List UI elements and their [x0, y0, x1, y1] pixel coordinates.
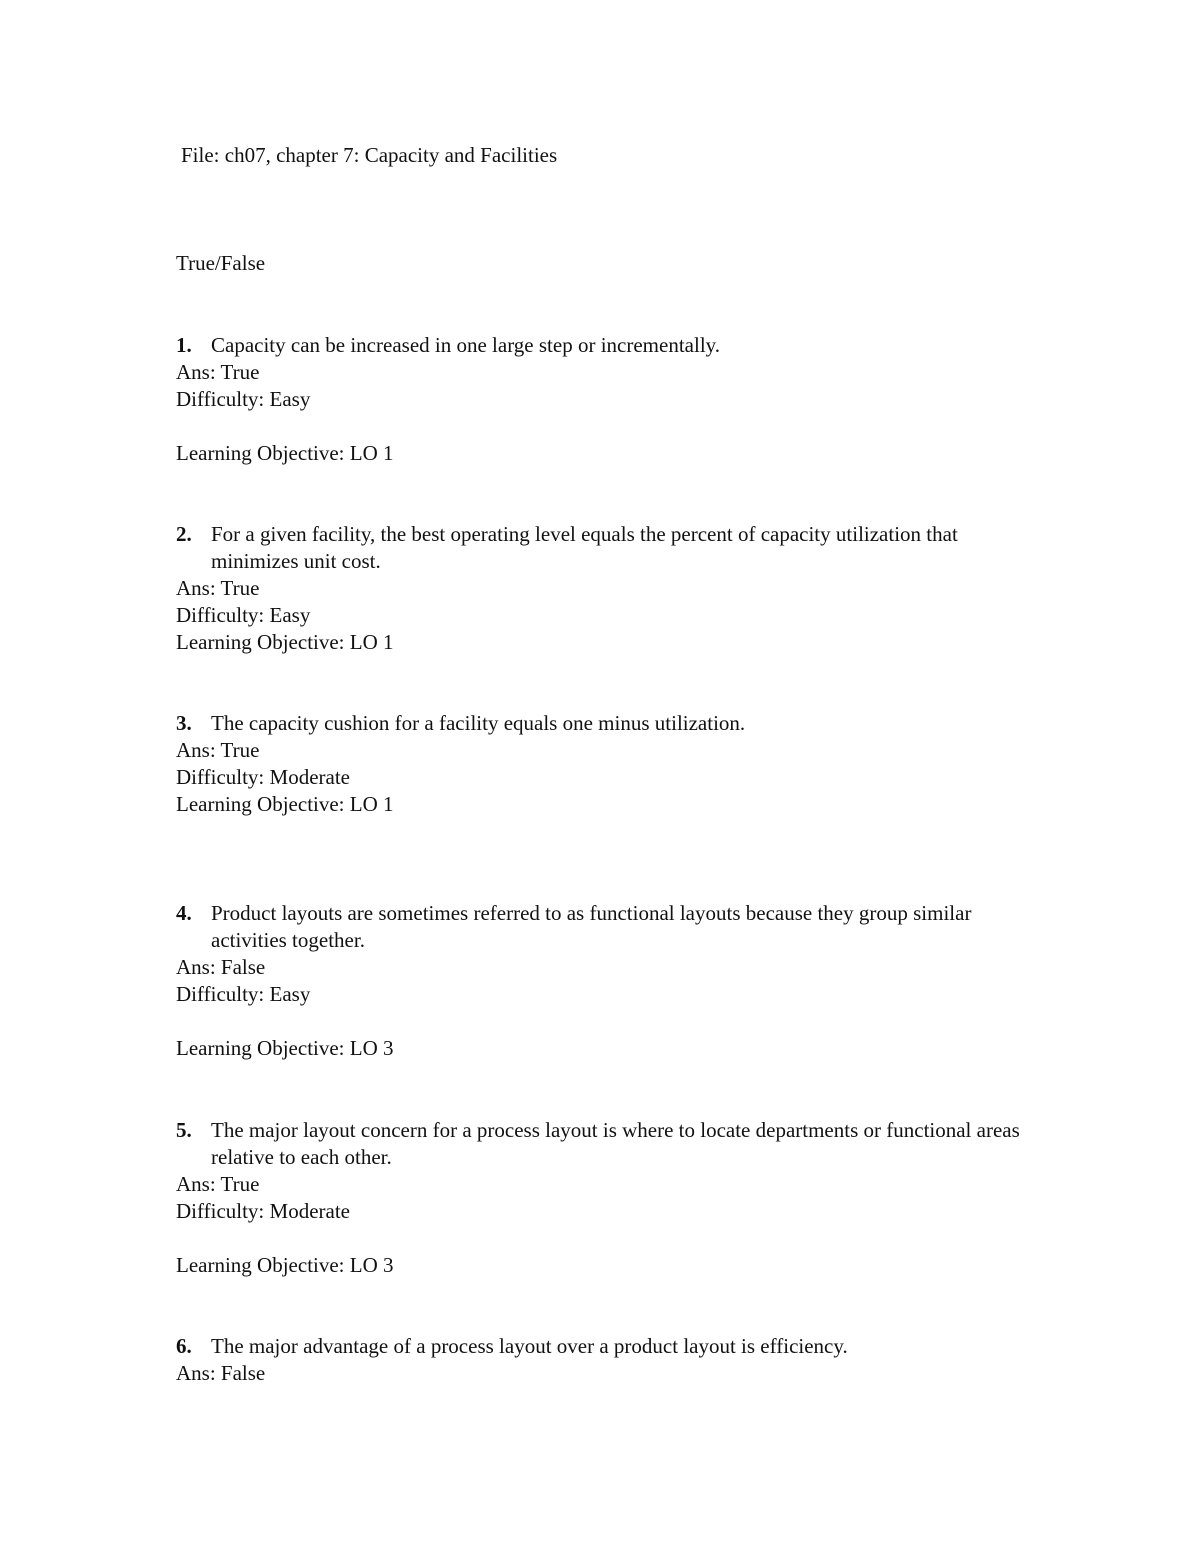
- question-line: [176, 710, 1036, 737]
- learning-objective: Learning Objective: LO 1: [176, 792, 394, 816]
- answer: Ans: True: [176, 1172, 260, 1196]
- question-text: Capacity can be increased in one large step or incrementally.: [211, 333, 721, 357]
- question-5: [176, 1117, 1036, 1279]
- question-text: The capacity cushion for a facility equals one minus utilization.: [211, 711, 746, 735]
- question-number: 1.: [176, 333, 192, 357]
- question-text: The major layout concern for a process layout is where to locate departments or functional areas relative to each other.: [211, 1118, 1020, 1169]
- difficulty: Difficulty: Easy: [176, 982, 311, 1006]
- difficulty: Difficulty: Moderate: [176, 1199, 350, 1223]
- question-line: [176, 1333, 1036, 1360]
- answer: Ans: True: [176, 576, 260, 600]
- question-text: For a given facility, the best operating level equals the percent of capacity utilization that minimizes unit cost.: [211, 522, 958, 573]
- question-line: [176, 332, 1036, 359]
- learning-objective: Learning Objective: LO 1: [176, 441, 394, 465]
- question-number: 5.: [176, 1118, 192, 1142]
- question-number: 3.: [176, 711, 192, 735]
- question-3: [176, 710, 1036, 818]
- learning-objective: Learning Objective: LO 1: [176, 630, 394, 654]
- file-header: File: ch07, chapter 7: Capacity and Facilities: [181, 143, 558, 167]
- question-line: [176, 1117, 1036, 1171]
- question-number: 2.: [176, 522, 192, 546]
- learning-objective: Learning Objective: LO 3: [176, 1253, 394, 1277]
- difficulty: Difficulty: Moderate: [176, 765, 350, 789]
- difficulty: Difficulty: Easy: [176, 603, 311, 627]
- question-number: 4.: [176, 901, 192, 925]
- answer: Ans: True: [176, 738, 260, 762]
- question-2: [176, 521, 1036, 656]
- question-line: [176, 900, 1036, 954]
- answer: Ans: False: [176, 1361, 266, 1385]
- question-4: [176, 900, 1036, 1062]
- question-text: Product layouts are sometimes referred to as functional layouts because they group similar activities together.: [211, 901, 972, 952]
- answer: Ans: True: [176, 360, 260, 384]
- question-line: [176, 521, 1036, 575]
- answer: Ans: False: [176, 955, 266, 979]
- difficulty: Difficulty: Easy: [176, 387, 311, 411]
- question-6: [176, 1333, 1036, 1387]
- question-number: 6.: [176, 1334, 192, 1358]
- learning-objective: Learning Objective: LO 3: [176, 1036, 394, 1060]
- section-title: True/False: [176, 251, 266, 275]
- question-text: The major advantage of a process layout over a product layout is efficiency.: [211, 1334, 848, 1358]
- question-1: [176, 332, 1036, 467]
